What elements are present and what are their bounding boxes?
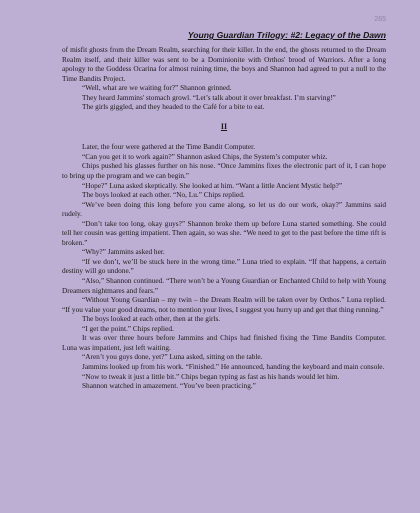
section-heading: II xyxy=(220,121,228,131)
paragraph: “Can you get it to work again?” Shannon asked Chips, the System’s computer whiz. xyxy=(82,151,328,161)
paragraph: Later, the four were gathered at the Time Bandit Computer. xyxy=(82,142,255,152)
paragraph: “Why?” Jammins asked her. xyxy=(82,247,165,257)
paragraph: “Without Young Guardian – my twin – the Dream Realm will be taken over by Orthos.” Luna replied. “If you value your good dreams, not to mention your lives, I suggest you hurry up and get that thing running.” xyxy=(62,295,386,314)
paragraph: It was over three hours before Jammins and Chips had finished fixing the Time Bandits Computer. Luna was impatient, just left waiting. xyxy=(62,333,386,352)
paragraph: The boys looked at each other, then at the girls. xyxy=(82,314,221,324)
paragraph: “Don’t take too long, okay guys?” Shannon broke them up before Luna started something. She could tell her cousin was getting impatient. Then again, so was she. “We need to get to the past before the time rift is broken.” xyxy=(62,218,386,247)
paragraph: “Now to tweak it just a little bit.” Chips began typing as fast as his hands would let him. xyxy=(82,371,340,381)
paragraph: The boys looked at each other. “No, Lu.” Chips replied. xyxy=(82,190,245,200)
paragraph: “Hope?” Luna asked skeptically. She looked at him. “Want a little Ancient Mystic help?” xyxy=(82,180,343,190)
paragraph: “Also,” Shannon continued. “There won’t be a Young Guardian or Enchanted Child to help with Young Dreamers nightmares and fears.” xyxy=(62,276,386,295)
paragraph: “I get the point.” Chips replied. xyxy=(82,323,174,333)
paragraph: “Well, what are we waiting for?” Shannon grinned. xyxy=(82,83,232,93)
paragraph: “If we don’t, we’ll be stuck here in the wrong time.” Luna tried to explain. “If that happens, a certain destiny will go undone.” xyxy=(62,256,386,276)
paragraph: “We’ve been doing this long before you came along, so let us do our work, okay?” Jammins said rudely. xyxy=(62,199,386,219)
page-body xyxy=(62,45,386,391)
paragraph: Chips pushed his glasses further on his nose. “Once Jammins fixes the electronic part of it, I can hope to bring up the program and we can begin.” xyxy=(62,161,386,181)
running-header: Young Guardian Trilogy: #2: Legacy of the Dawn xyxy=(187,30,386,40)
paragraph: of misfit ghosts from the Dream Realm, searching for their killer. In the end, the ghosts returned to the Dream Realm itself, and their killer was sent to be a Dominionite with Orthos' brood of Warriors. After a long apology to the Goddess Ocarina for almost ruining time, the boys and Shannon had agreed to put a null to the Time Bandits Project. xyxy=(62,45,386,83)
paragraph: They heard Jammins' stomach growl. “Let’s talk about it over breakfast. I’m starving!” xyxy=(82,92,336,102)
paragraph: “Aren’t you guys done, yet?” Luna asked, sitting on the table. xyxy=(82,352,263,362)
page-number: 265 xyxy=(374,16,386,23)
paragraph: Jammins looked up from his work. “Finished.” He announced, handing the keyboard and main console. xyxy=(82,361,385,371)
paragraph: The girls giggled, and they headed to the Café for a bite to eat. xyxy=(82,102,265,112)
paragraph: Shannon watched in amazement. “You’ve been practicing.” xyxy=(82,381,256,391)
